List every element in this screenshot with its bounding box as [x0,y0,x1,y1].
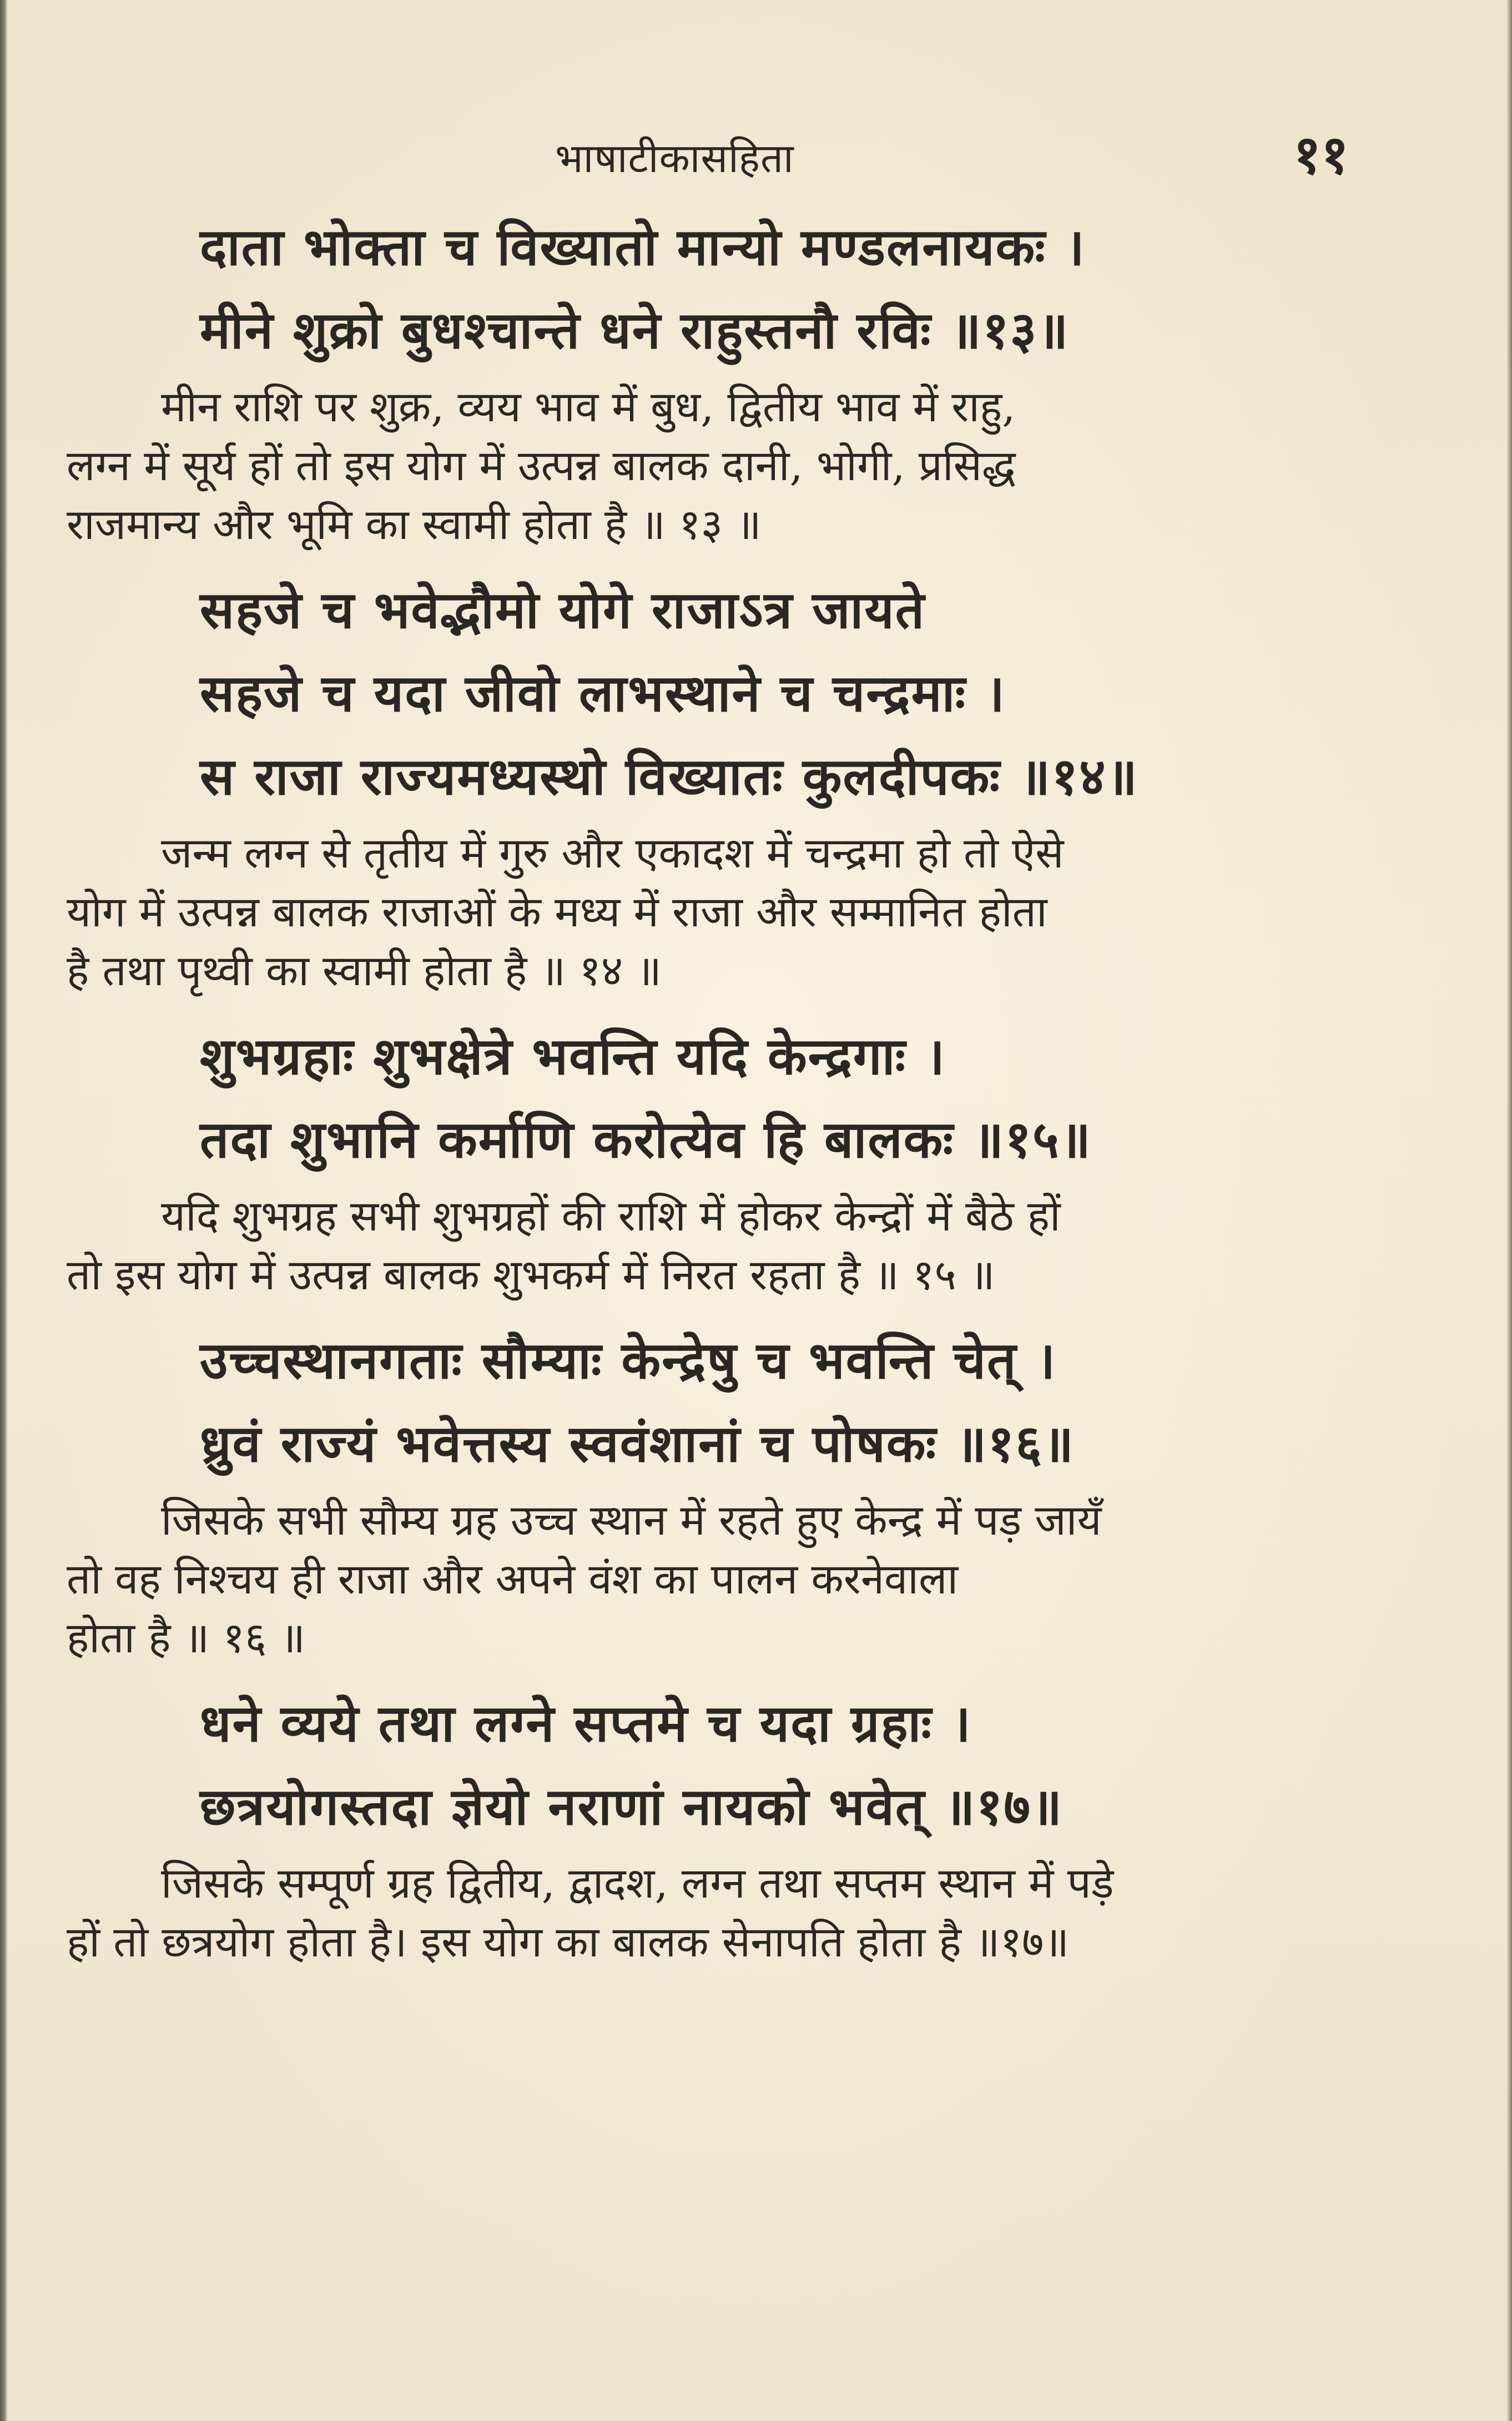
commentary-line: होता है ॥ १६ ॥ [67,1613,306,1662]
commentary-line: तो इस योग में उत्पन्न बालक शुभकर्म में निरत रहता है ॥ १५ ॥ [67,1250,995,1299]
commentary-line: जिसके सभी सौम्य ग्रह उच्च स्थान में रहते हुए केन्द्र में पड़ जायँ [161,1495,1102,1545]
verse-block-13 [67,205,1393,554]
commentary-16 [67,1491,1393,1667]
page-left-edge-shadow [0,0,8,2421]
page-number: ११ [1293,123,1349,186]
commentary-line: योग में उत्पन्न बालक राजाओं के मध्य में राजा और सम्मानित होता [67,887,1047,936]
commentary-line: तो वह निश्चय ही राजा और अपने वंश का पालन करनेवाला [67,1554,959,1603]
commentary-line: मीन राशि पर शुक्र, व्यय भाव में बुध, द्वितीय भाव में राहु, [161,382,1016,431]
running-head: भाषाटीकासहिता [555,135,794,181]
verse-line: ध्रुवं राज्यं भवेत्तस्य स्ववंशानां च पोषकः ॥१६॥ [200,1414,1075,1474]
verse-line: मीने शुक्रो बुधश्चान्ते धने राहुस्तनौ रविः ॥१३॥ [200,300,1070,360]
commentary-13 [67,377,1393,554]
commentary-line: जिसके सम्पूर्ण ग्रह द्वितीय, द्वादश, लग्न तथा सप्तम स्थान में पड़े [161,1858,1114,1908]
verse-line: दाता भोक्ता च विख्यातो मान्यो मण्डलनायकः । [200,217,1086,277]
commentary-line: जन्म लग्न से तृतीय में गुरु और एकादश में चन्द्रमा हो तो ऐसे [161,828,1064,877]
commentary-line: राजमान्य और भूमि का स्वामी होता है ॥ १३ ॥ [67,500,762,549]
commentary-15 [67,1187,1393,1304]
verse-line: सहजे च यदा जीवो लाभस्थाने च चन्द्रमाः । [200,663,1006,723]
verse-line: धने व्यये तथा लग्ने सप्तमे च यदा ग्रहाः । [200,1693,972,1753]
page-header [0,123,1512,189]
verse-block-14 [67,568,1393,1000]
verse-block-16 [67,1319,1393,1667]
commentary-17 [67,1854,1393,1971]
verse-line: सहजे च भवेद्भौमो योगे राजाऽत्र जायते [200,580,926,640]
verse-line: छत्रयोगस्तदा ज्ञेयो नराणां नायको भवेत् ॥१७॥ [200,1777,1064,1837]
verse-line: शुभग्रहाः शुभक्षेत्रे भवन्ति यदि केन्द्रगाः । [200,1026,946,1086]
commentary-line: यदि शुभग्रह सभी शुभग्रहों की राशि में होकर केन्द्रों में बैठे हों [161,1191,1061,1240]
verse-line: उच्चस्थानगताः सौम्याः केन्द्रेषु च भवन्ति चेत् । [200,1330,1057,1390]
commentary-line: है तथा पृथ्वी का स्वामी होता है ॥ १४ ॥ [67,946,662,995]
commentary-14 [67,824,1393,1000]
commentary-line: हों तो छत्रयोग होता है। इस योग का बालक सेनापति होता है ॥१७॥ [67,1917,1070,1966]
page-right-edge-shadow [1506,0,1512,2421]
verse-line: स राजा राज्यमध्यस्थो विख्यातः कुलदीपकः ॥१४॥ [200,747,1138,806]
verse-line: तदा शुभानि कर्माणि करोत्येव हि बालकः ॥१५॥ [200,1109,1092,1169]
verse-block-15 [67,1015,1393,1304]
verse-block-17 [67,1682,1393,1971]
page-body [67,205,1393,1986]
commentary-line: लग्न में सूर्य हों तो इस योग में उत्पन्न बालक दानी, भोगी, प्रसिद्ध [67,441,1016,490]
